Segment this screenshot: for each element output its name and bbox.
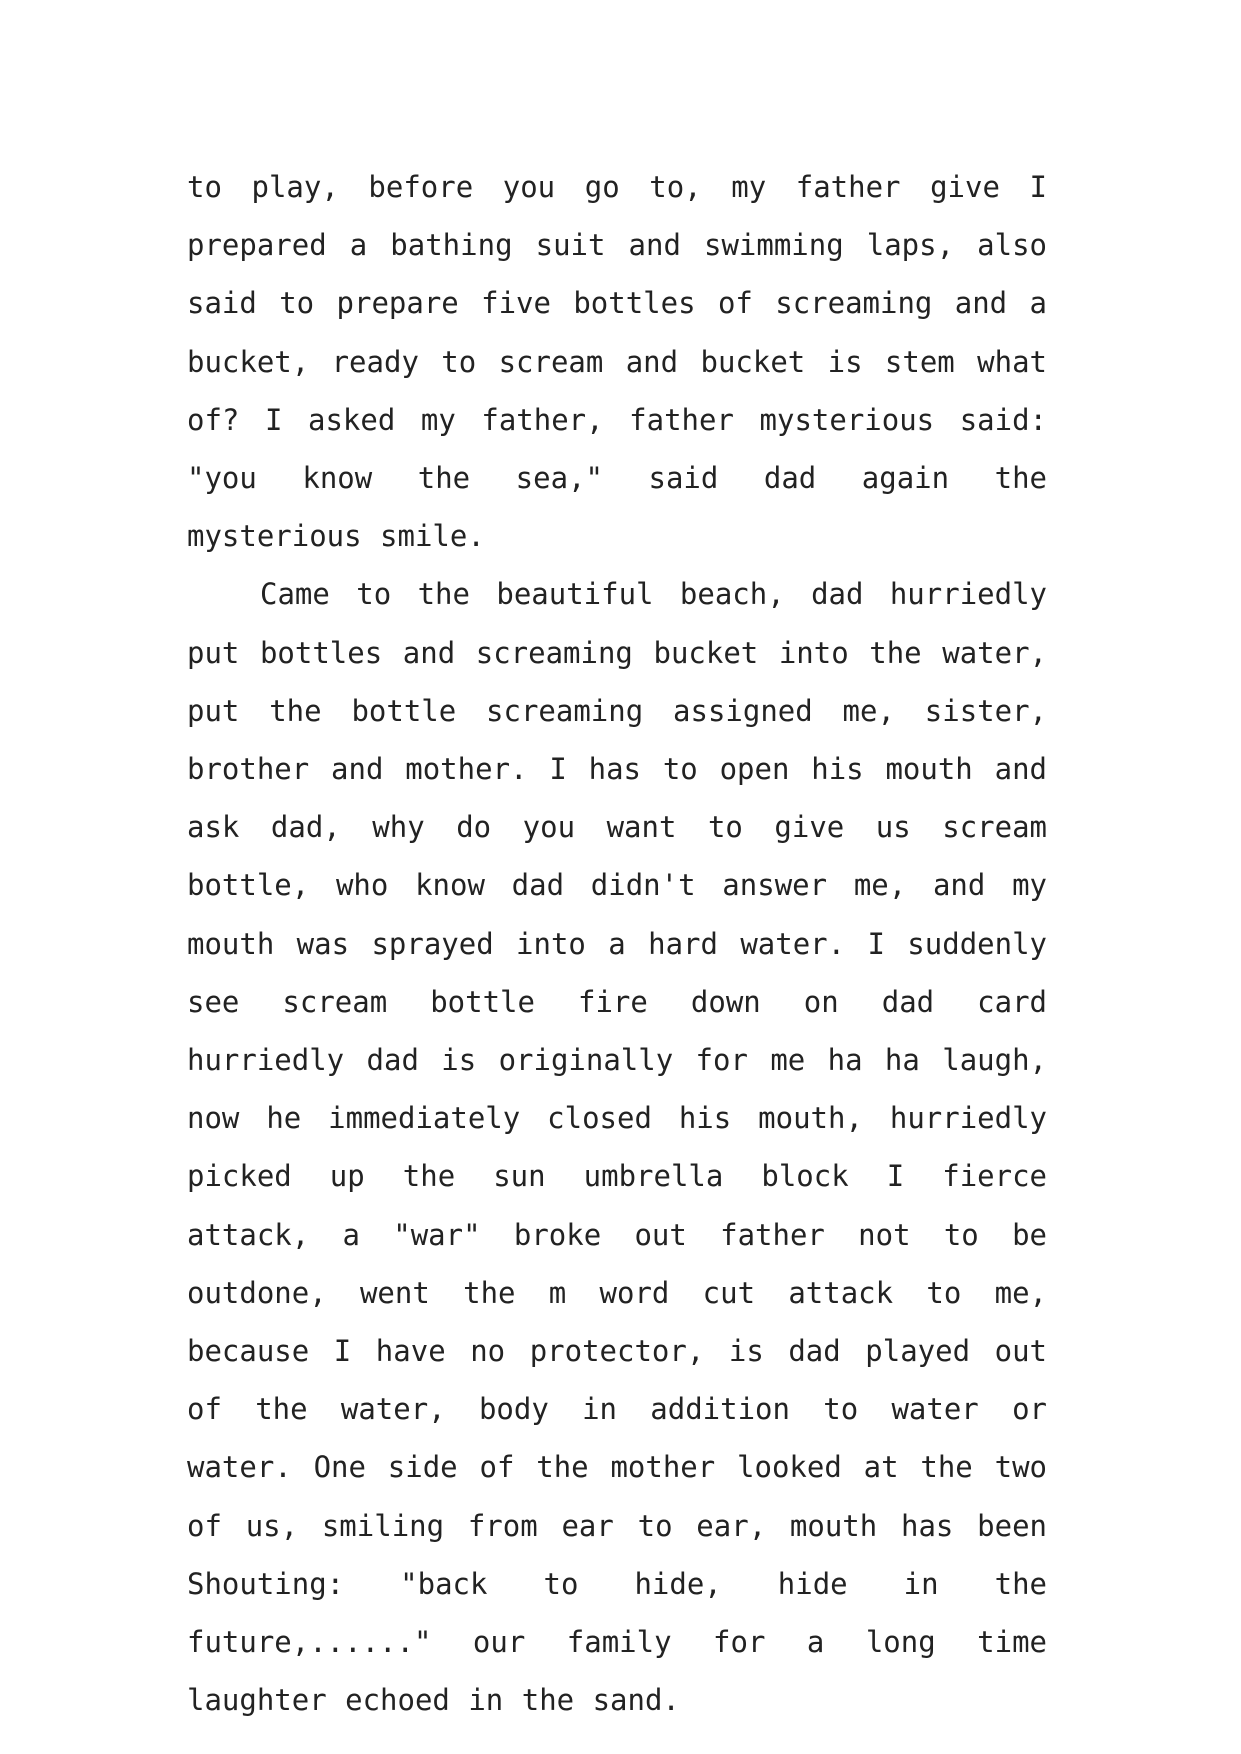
paragraph-1: to play, before you go to, my father give I prepared a bathing suit and swimming laps, also said to prepare five bottles of screaming and a bucket, ready to scream and bucket is stem what of? I asked my father, father mysterious said: "you know the sea," said dad again the mysterious smile.	[187, 170, 1047, 554]
paragraph-2: Came to the beautiful beach, dad hurriedly put bottles and screaming bucket into the water, put the bottle screaming assigned me, sister, brother and mother. I has to open his mouth and ask dad, why do you want to give us scream bottle, who know dad didn't answer me, and my mouth was sprayed into a hard water. I suddenly see scream bottle fire down on dad card hurriedly dad is originally for me ha ha laugh, now he immediately closed his mouth, hurriedly picked up the sun umbrella block I fierce attack, a "war" broke out father not to be outdone, went the m word cut attack to me, because I have no protector, is dad played out of the water, body in addition to water or water. One side of the mother looked at the two of us, smiling from ear to ear, mouth has been Shouting: "back to hide, hide in the future,......" our family for a long time laughter echoed in the sand.	[187, 577, 1047, 1718]
body-text	[187, 158, 1047, 1729]
